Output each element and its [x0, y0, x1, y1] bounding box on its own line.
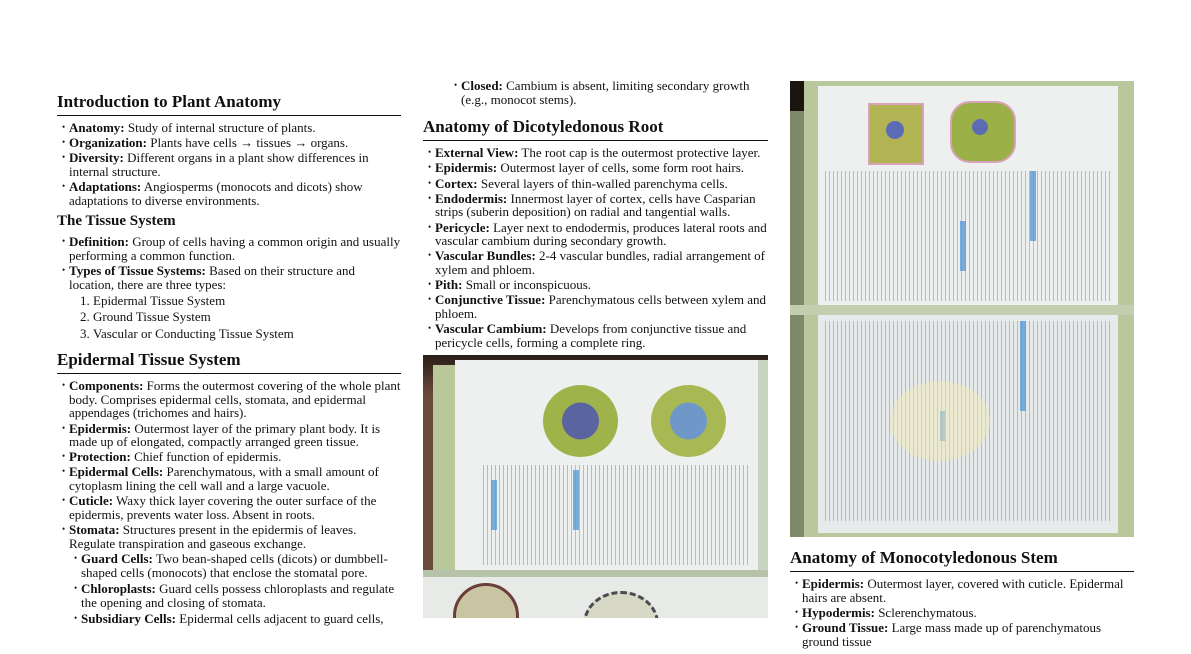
intro-list — [57, 121, 401, 207]
subsection-title-tissue-system: The Tissue System — [57, 213, 176, 230]
monocot-stem-list — [790, 577, 1134, 648]
list-item: • Stomata: Structures present in the epidermis of leaves. Regulate transpiration and gaseous exchange. • Guard Cells: Two bean-shaped cells (dicots) or dumbbell-shaped cells (monocots) that enclose the stomatal pore. • Chloroplasts: Guard cells possess chloroplasts and regulate the opening and closing of stomata. • Subsidiary Cells: Epidermal cells adjacent to guard cells, — [63, 523, 401, 625]
list-item: • Diversity: Different organs in a plant show differences in internal structure. — [63, 151, 401, 178]
list-item: • Conjunctive Tissue: Parenchymatous cells between xylem and phloem. — [429, 293, 768, 320]
tissue-types-list — [57, 293, 401, 342]
section-intro — [57, 92, 401, 207]
closed-item-list — [423, 79, 768, 106]
list-item: • Chloroplasts: Guard cells possess chloroplasts and regulate the opening and closing of stomata. — [75, 582, 401, 609]
list-item: • Guard Cells: Two bean-shaped cells (dicots) or dumbbell-shaped cells (monocots) that enclose the stomatal pore. — [75, 552, 401, 579]
list-item: • Epidermis: Outermost layer of cells, some form root hairs. — [429, 161, 768, 175]
list-item: • Subsidiary Cells: Epidermal cells adjacent to guard cells, — [75, 612, 401, 626]
list-item: • Pericycle: Layer next to endodermis, produces lateral roots and vascular cambium during secondary growth. — [429, 221, 768, 248]
list-item: 3. Vascular or Conducting Tissue System — [93, 326, 401, 342]
list-item: • Components: Forms the outermost covering of the whole plant body. Comprises epidermal cells, stomata, and epidermal appendages (trichomes and hairs). — [63, 379, 401, 420]
list-item: • Vascular Bundles: 2-4 vascular bundles, radial arrangement of xylem and phloem. — [429, 249, 768, 276]
list-item: • Adaptations: Angiosperms (monocots and dicots) show adaptations to diverse environments. — [63, 180, 401, 207]
column-3 — [790, 81, 1134, 654]
list-item: • Epidermal Cells: Parenchymatous, with a small amount of cytoplasm lining the cell wall and a large vacuole. — [63, 465, 401, 492]
list-item: • Types of Tissue Systems: Based on their structure and location, there are three types: — [63, 264, 401, 291]
stem-textbook-photo — [790, 81, 1134, 537]
dicot-root-list — [423, 146, 768, 349]
list-item: • External View: The root cap is the outermost protective layer. — [429, 146, 768, 160]
list-item: • Vascular Cambium: Develops from conjunctive tissue and pericycle cells, forming a complete ring. — [429, 322, 768, 349]
list-item: 2. Ground Tissue System — [93, 309, 401, 325]
section-title-dicot-root: Anatomy of Dicotyledonous Root — [423, 117, 768, 141]
list-item: • Endodermis: Innermost layer of cortex, cells have Casparian strips (suberin deposition) on radial and tangential walls. — [429, 192, 768, 219]
list-item: • Pith: Small or inconspicuous. — [429, 278, 768, 292]
list-item: 1. Epidermal Tissue System — [93, 293, 401, 309]
list-item: • Closed: Cambium is absent, limiting secondary growth (e.g., monocot stems). — [455, 79, 768, 106]
section-dicot-root — [423, 117, 768, 349]
root-textbook-photo — [423, 355, 768, 618]
list-item: • Protection: Chief function of epidermis. — [63, 450, 401, 464]
column-1 — [57, 92, 401, 631]
section-monocot-stem — [790, 548, 1134, 648]
section-title-epidermal: Epidermal Tissue System — [57, 350, 401, 374]
section-tissue-system — [57, 213, 401, 342]
epidermal-list — [57, 379, 401, 625]
list-item: • Epidermis: Outermost layer, covered with cuticle. Epidermal hairs are absent. — [796, 577, 1134, 604]
section-epidermal — [57, 350, 401, 625]
stomata-sublist — [69, 552, 401, 625]
list-item: • Cortex: Several layers of thin-walled parenchyma cells. — [429, 177, 768, 191]
list-item: • Ground Tissue: Large mass made up of parenchymatous ground tissue — [796, 621, 1134, 648]
list-item: • Hypodermis: Sclerenchymatous. — [796, 606, 1134, 620]
list-item: • Cuticle: Waxy thick layer covering the outer surface of the epidermis, prevents water loss. Absent in roots. — [63, 494, 401, 521]
section-title-intro: Introduction to Plant Anatomy — [57, 92, 401, 116]
list-item: • Definition: Group of cells having a common origin and usually performing a common function. — [63, 235, 401, 262]
tissue-system-list — [57, 235, 401, 291]
section-title-monocot-stem: Anatomy of Monocotyledonous Stem — [790, 548, 1134, 572]
list-item: • Epidermis: Outermost layer of the primary plant body. It is made up of elongated, compactly arranged green tissue. — [63, 422, 401, 449]
list-item: • Anatomy: Study of internal structure of plants. — [63, 121, 401, 135]
list-item: • Organization: Plants have cells → tissues → organs. — [63, 136, 401, 150]
column-2 — [423, 79, 768, 618]
